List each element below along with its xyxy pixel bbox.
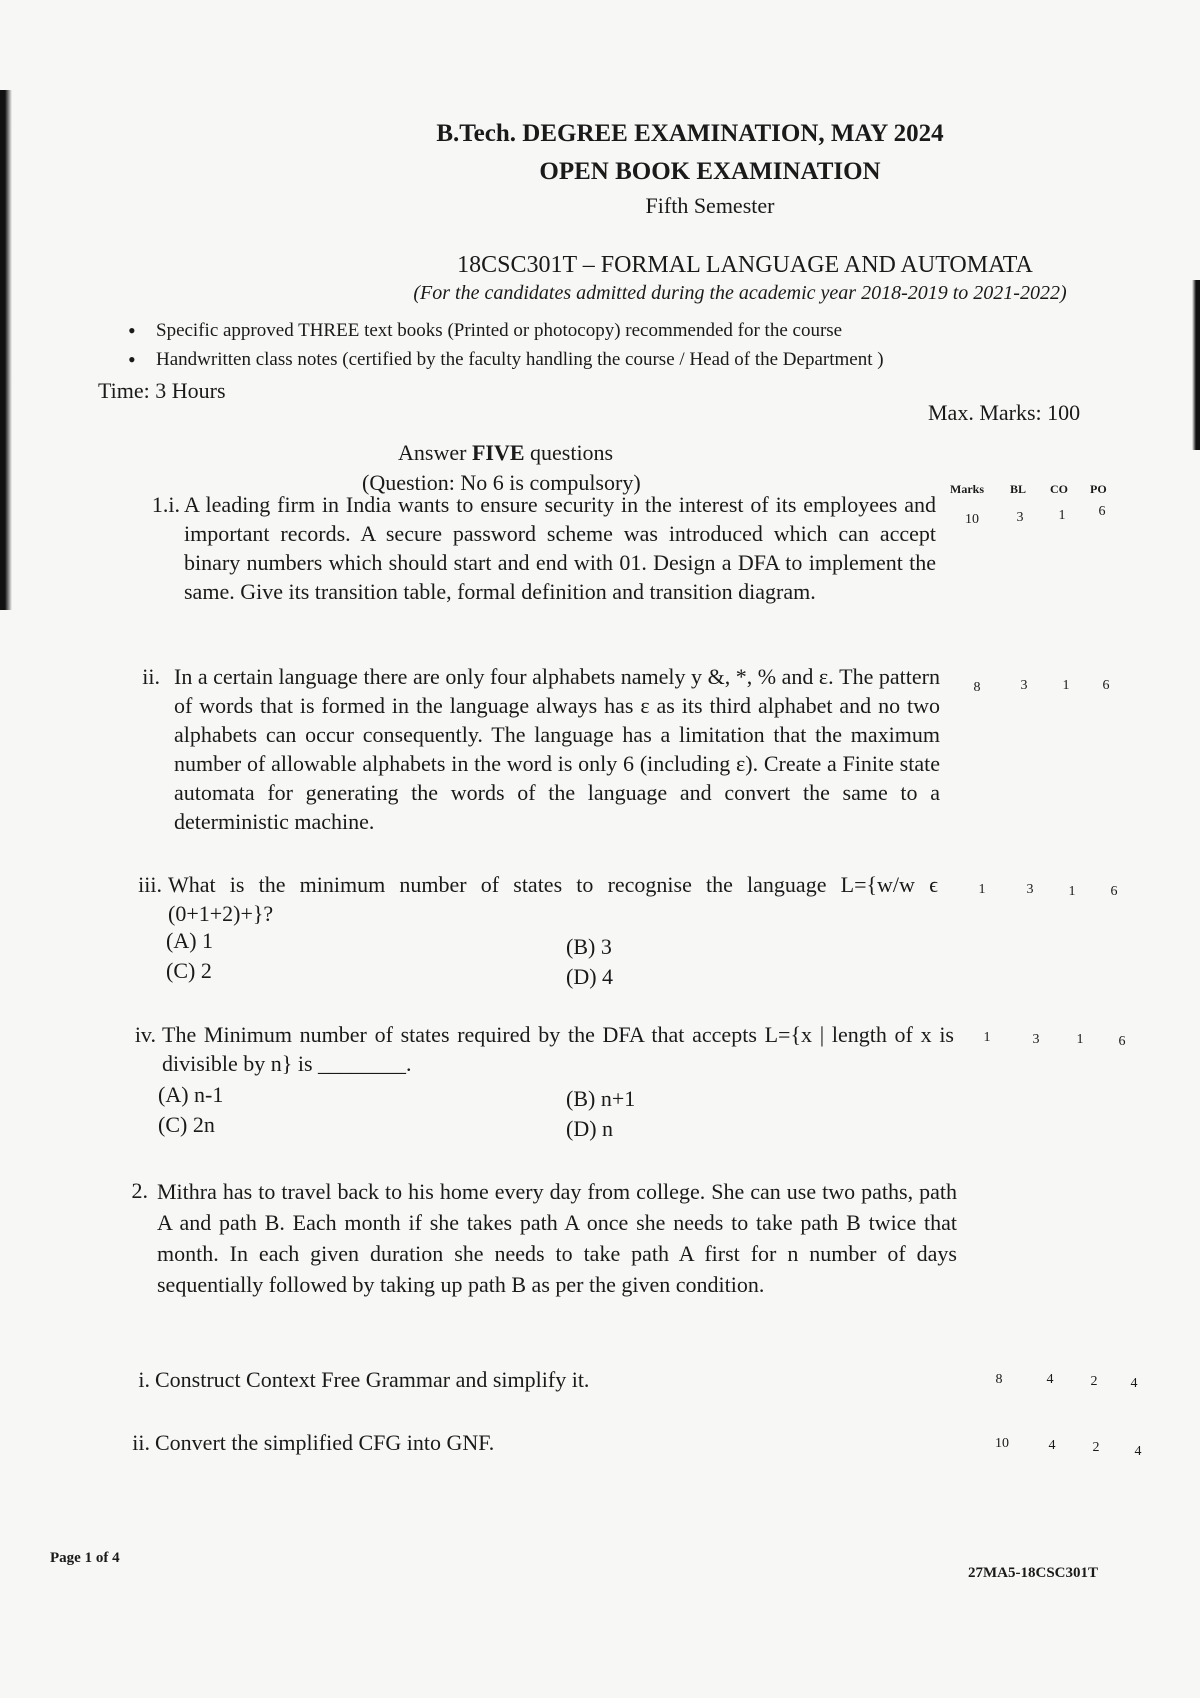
- option-a: (A) 1: [166, 928, 214, 953]
- marks-value: 10: [995, 1436, 1009, 1451]
- bl-value: 3: [1016, 510, 1024, 525]
- bl-value: 4: [1048, 1438, 1056, 1453]
- co-value: 1: [1076, 1032, 1084, 1047]
- permitted-materials: [120, 316, 884, 374]
- option-c: (C) 2n: [158, 1112, 215, 1137]
- co-value: 2: [1092, 1440, 1100, 1455]
- marks-value: 8: [995, 1372, 1003, 1387]
- question-text: A leading firm in India wants to ensure security in the interest of its employees and important records. A secure password scheme was introduced which can accept binary numbers which should start and end with 01. Design a DFA to implement the same. Give its transition table, formal definition and transition diagram.: [184, 492, 936, 604]
- eligibility-note: (For the candidates admitted during the academic year 2018-2019 to 2021-2022): [413, 282, 1067, 304]
- semester: Fifth Semester: [645, 193, 775, 218]
- co-value: 1: [1058, 508, 1066, 523]
- question-number: ii.: [142, 664, 160, 689]
- po-value: 4: [1134, 1444, 1142, 1459]
- question-number: 1.i.: [151, 492, 180, 517]
- option-d: (D) 4: [566, 964, 614, 989]
- bl-value: 3: [1032, 1032, 1040, 1047]
- question-number: 2.: [131, 1178, 148, 1203]
- option-b: (B) 3: [566, 934, 612, 959]
- question-number: iv.: [134, 1022, 156, 1047]
- page-number: Page 1 of 4: [50, 1550, 120, 1566]
- max-marks: Max. Marks: 100: [928, 400, 1081, 425]
- po-column-header: PO: [1090, 482, 1107, 496]
- permitted-item: • Handwritten class notes (certified by the faculty handling the course / Head of the Department ): [120, 345, 884, 374]
- po-value: 6: [1118, 1034, 1126, 1049]
- question-text: Mithra has to travel back to his home every day from college. She can use two paths, path A and path B. Each month if she takes path A once she needs to take path B twice that month. In each given duration she needs to take path A first for n number of days sequentially followed by taking up path B as per the given condition.: [157, 1179, 957, 1297]
- question-text: Convert the simplified CFG into GNF.: [155, 1430, 495, 1455]
- marks-value: 8: [973, 680, 981, 695]
- exam-type: OPEN BOOK EXAMINATION: [539, 158, 881, 185]
- question-text: The Minimum number of states required by the DFA that accepts L={x | length of x is divisible by n} is ________.: [162, 1022, 954, 1076]
- exam-title: B.Tech. DEGREE EXAMINATION, MAY 2024: [436, 120, 944, 147]
- po-value: 6: [1098, 504, 1106, 519]
- answer-instruction: Answer FIVE questions: [398, 440, 614, 465]
- co-column-header: CO: [1050, 482, 1068, 496]
- question-text: What is the minimum number of states to recognise the language L={w/w ϵ (0+1+2)+}?: [168, 872, 938, 926]
- paper-code: 27MA5-18CSC301T: [968, 1565, 1098, 1581]
- course-title: 18CSC301T – FORMAL LANGUAGE AND AUTOMATA: [457, 252, 1033, 278]
- marks-value: 1: [983, 1030, 991, 1045]
- co-value: 2: [1090, 1374, 1098, 1389]
- po-value: 6: [1110, 884, 1118, 899]
- option-c: (C) 2: [166, 958, 212, 983]
- co-value: 1: [1062, 678, 1070, 693]
- marks-column-header: Marks: [950, 482, 984, 496]
- po-value: 6: [1102, 678, 1110, 693]
- question-number: iii.: [138, 872, 162, 897]
- duration: Time: 3 Hours: [98, 378, 226, 403]
- marks-value: 10: [965, 512, 979, 527]
- compulsory-note: (Question: No 6 is compulsory): [362, 470, 641, 495]
- option-d: (D) n: [566, 1116, 614, 1141]
- co-value: 1: [1068, 884, 1076, 899]
- scan-edge-right: [1192, 280, 1200, 450]
- po-value: 4: [1130, 1376, 1138, 1391]
- permitted-item: • Specific approved THREE text books (Printed or photocopy) recommended for the course: [120, 316, 884, 345]
- question-text: Construct Context Free Grammar and simplify it.: [155, 1367, 590, 1392]
- option-b: (B) n+1: [566, 1086, 636, 1111]
- bl-value: 3: [1026, 882, 1034, 897]
- question-number: i.: [138, 1367, 150, 1392]
- bl-value: 3: [1020, 678, 1028, 693]
- option-a: (A) n-1: [158, 1082, 224, 1107]
- question-text: In a certain language there are only four alphabets namely y &, *, % and ε. The pattern of words that is formed in the language always has ε as its third alphabet and no two alphabets can occur consequently. The language has a limitation that the maximum number of allowable alphabets in the word is only 6 (including ε). Create a Finite state automata for generating the words of the language and convert the same to a deterministic machine.: [174, 664, 940, 834]
- bl-column-header: BL: [1010, 482, 1027, 496]
- marks-value: 1: [978, 882, 986, 897]
- bl-value: 4: [1046, 1372, 1054, 1387]
- question-number: ii.: [132, 1430, 150, 1455]
